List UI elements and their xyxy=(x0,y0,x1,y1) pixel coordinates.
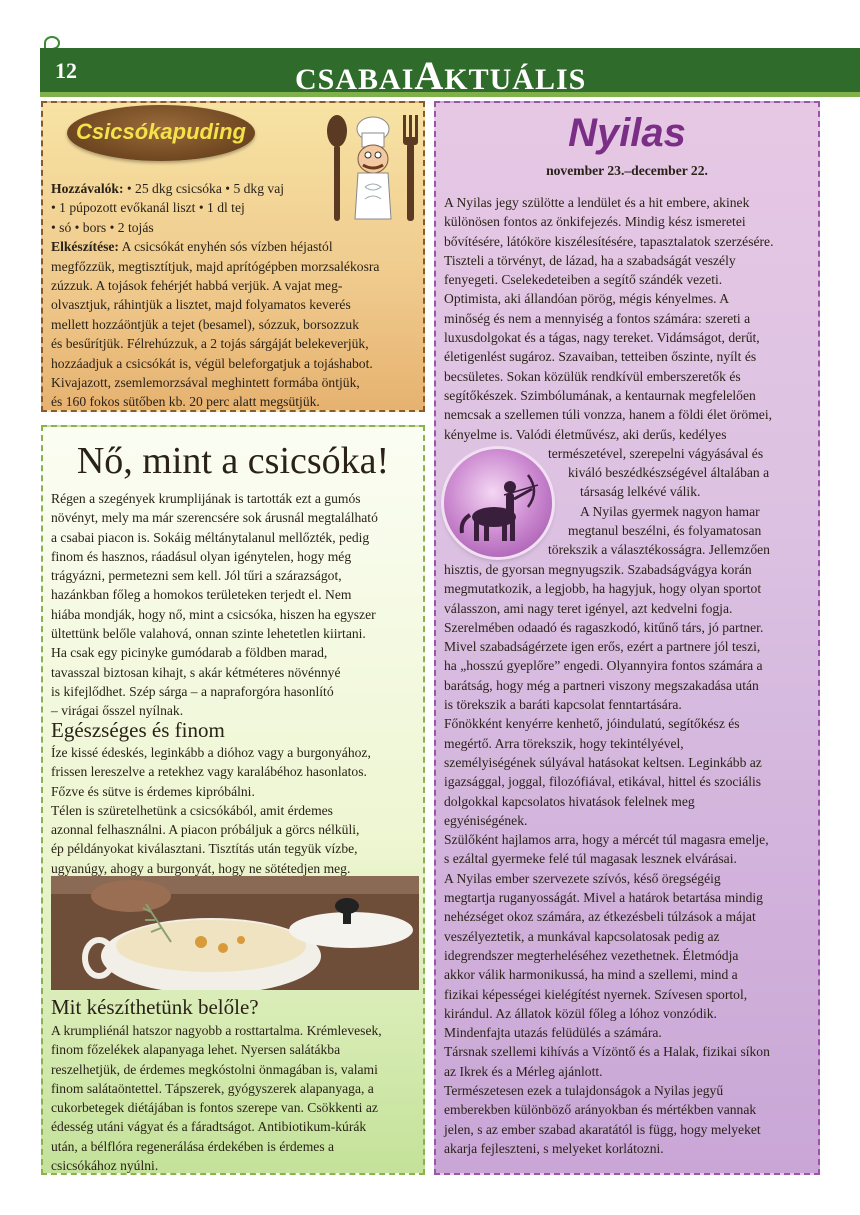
title-big-letter: A xyxy=(414,53,445,98)
text-line: emberekben különböző arányokban és mértékben vannak xyxy=(444,1102,757,1118)
text-line: becsületes. Sokan közülük rendkívül emberszeretők és xyxy=(444,368,741,384)
text-line: cukorbetegek diétájában is fontos szerepe van. Csökkenti az xyxy=(51,1100,378,1116)
text-line: megtartja ruganyosságát. Mivel a határok betartása mindig xyxy=(444,890,763,906)
page-number: 12 xyxy=(55,58,77,83)
text-line: Mindenfajta utazás felüdülés a számára. xyxy=(444,1025,662,1041)
ingredients-text: • 25 dkg csicsóka • 5 dkg vaj xyxy=(123,181,285,196)
soup-photo xyxy=(51,876,419,990)
prep-line: Kivajazott, zsemlemorzsával meghintett formába öntjük, xyxy=(51,375,360,391)
subheading-uses: Mit készíthetünk belőle? xyxy=(51,995,259,1019)
title-part2: KTUÁLIS xyxy=(444,63,587,96)
prep-line: megfőzzük, megtisztítjuk, majd aprítógépben morzsalékosra xyxy=(51,258,380,274)
recipe-title-badge xyxy=(67,105,255,161)
text-line: Tiszteli a törvényt, de lázad, ha a szabadságát veszély xyxy=(444,252,736,268)
text-line: idegrendszer megterheléséhez vezethetnek. Életmódja xyxy=(444,947,739,963)
article-title: Nő, mint a csicsóka! xyxy=(76,440,390,482)
text-line: fenyegeti. Cselekedeteiben a segítő szándék vezeti. xyxy=(444,272,723,288)
text-line: különösen fontos az önkifejezés. Mindig kész ismeretei xyxy=(444,214,746,230)
text-line: A krumpliénál hatszor nagyobb a rosttartalma. Krémlevesek, xyxy=(51,1023,382,1038)
text-line: kirándul. Az állatok közül főleg a lóhoz vonzódik. xyxy=(444,1005,717,1021)
text-line: barátság, hogy még a partneri viszony megszakadása után xyxy=(444,677,759,693)
prep-line: olvasztjuk, ráhintjük a lisztet, majd folyamatos keverés xyxy=(51,297,351,313)
text-line: Főnökként kenyérre kenhető, jóindulatú, segítőkész és xyxy=(444,716,740,732)
prep-line: zúzzuk. A tojások fehérjét habbá verjük. A vajat meg- xyxy=(51,278,343,294)
text-line: hazánkban főleg a homokos területeken terjedt el. Nem xyxy=(51,587,352,603)
zodiac-dates: november 23.–december 22. xyxy=(546,163,708,178)
text-line: bővítésére, látóköre kiszélesítésére, tapasztalatok szerzésére. xyxy=(444,233,774,249)
text-line: ugyanúgy, ahogy a burgonyát, hogy ne sötétedjen meg. xyxy=(51,860,351,876)
text-line: Szülőként hajlamos arra, hogy a mércét túl magasra emelje, xyxy=(444,832,769,848)
text-line: frissen lereszelve a retekhez vagy karalábéhoz hasonlatos. xyxy=(51,764,367,780)
text-line: egyéniségének. xyxy=(444,812,528,828)
text-line: természetével, szerepelni vágyásával és xyxy=(548,446,764,461)
text-line: – virágai ősszel nyílnak. xyxy=(51,703,184,719)
csicsoka-article xyxy=(41,425,425,1175)
text-line: luxusdolgokat és a tágas, nagy tereket. Vidámságot, derűt, xyxy=(444,330,760,346)
sagittarius-emblem xyxy=(444,449,552,557)
text-line: társaság lelkévé válik. xyxy=(580,484,701,499)
text-line: is kifejlődhet. Szép sárga – a napraforgóra hasonlító xyxy=(51,683,334,699)
soup-pot-image xyxy=(51,876,419,990)
text-line: megtanul beszélni, és folyamatosan xyxy=(568,523,762,538)
text-line: A Nyilas ember szervezete szívós, késő öregségéig xyxy=(444,870,721,886)
text-line: tavasszal biztosan kihajt, s akár kétméteres növénnyé xyxy=(51,664,341,680)
text-line: Télen is szüretelhetünk a csicsókából, amit érdemes xyxy=(51,802,333,818)
section-uses xyxy=(51,1021,421,1175)
prep-line xyxy=(51,237,423,256)
article-intro xyxy=(51,489,421,721)
text-line: Társnak szellemi kihívás a Vízöntő és a Halak, fizikai síkon xyxy=(444,1044,770,1060)
prep-text: A csicsókát enyhén sós vízben héjastól xyxy=(118,239,333,255)
text-line: ültettünk belőle valahová, onnan szinte lehetetlen kiirtani. xyxy=(51,626,366,642)
recipe-box xyxy=(41,101,425,412)
prep-line: és 160 fokos sütőben kb. 20 perc alatt megsütjük. xyxy=(51,394,320,410)
text-line: reszelhetjük, de érdemes megkóstolni önmagában is, valami xyxy=(51,1061,378,1077)
text-line: nehézséget okoz számára, az étkezésbeli túlzások a májat xyxy=(444,909,756,925)
zodiac-intro xyxy=(444,193,816,444)
zodiac-title: Nyilas xyxy=(568,111,686,155)
text-line: a csabai piacon is. Sokáig méltánytalanul mellőzték, pedig xyxy=(51,529,370,545)
ingredients-label: Hozzávalók: xyxy=(51,181,124,196)
text-line: válasszon, ami nagy teret igényel, azt kedvelni fogja. xyxy=(444,600,733,616)
text-line: minőség és nem a mennyiség a fontos számára: szereti a xyxy=(444,310,751,326)
text-line: kényelme is. Valódi életművész, aki derűs, kedélyes xyxy=(444,426,727,442)
text-line: A Nyilas jegy szülötte a lendület és a hit embere, akinek xyxy=(444,195,750,210)
text-line: hisztis, de gyorsan megnyugszik. Szabadságvágya korán xyxy=(444,562,752,577)
prep-label: Elkészítése: xyxy=(51,239,119,255)
text-line: növényt, mely ma már szerencsére sok árusnál megtalálható xyxy=(51,510,378,526)
text-line: csicsókához nyúlni. xyxy=(51,1158,159,1174)
text-line: igazsággal, joggal, filozófiával, etikával, hittel és szociális xyxy=(444,774,762,790)
text-line: trágyázni, permetezni sem kell. Jól tűri a szárazságot, xyxy=(51,568,342,584)
text-line: Mivel szabadságérzete igen erős, ezért a partnere jól teszi, xyxy=(444,639,761,655)
zodiac-box xyxy=(434,101,820,1175)
text-line: Optimista, aki állandóan pörög, mégis kényelmes. A xyxy=(444,291,730,307)
text-line: törekszik a választékosságra. Jellemzően xyxy=(548,542,770,557)
subheading-healthy: Egészséges és finom xyxy=(51,718,225,742)
recipe-title: Csicsókapuding xyxy=(76,119,246,144)
text-line: veszélyeztetik, a munkával kapcsolatosak pedig az xyxy=(444,928,720,944)
prep-line: hozzáadjuk a csicsókát is, végül beleforgatjuk a tojáshabot. xyxy=(51,355,373,371)
text-line: Természetesen ezek a tulajdonságok a Nyilas jegyű xyxy=(444,1083,724,1099)
text-line: ha „hosszú gyeplőre” engedi. Olyannyira fontos számára a xyxy=(444,658,763,674)
text-line: s ezáltal gyermeke felé túl magasak lesznek elvárásai. xyxy=(444,851,737,867)
text-line: Íze kissé édeskés, leginkább a dióhoz vagy a burgonyához, xyxy=(51,745,371,760)
text-line: finom salátaöntettel. Tápszerek, gyógyszerek alapanyaga, a xyxy=(51,1080,374,1096)
text-line: finom főzelékek alapanyaga lehet. Nyersen salátákba xyxy=(51,1042,341,1058)
text-line: segítőkészek. Szimbólumának, a kentaurnak megfelelően xyxy=(444,387,756,403)
text-line: is törekszik a baráti kapcsolat fenntartására. xyxy=(444,697,682,713)
text-line: A Nyilas gyermek nagyon hamar xyxy=(580,504,760,519)
text-line: akarja fejleszteni, s melyeket korlátozni. xyxy=(444,1140,664,1156)
text-line: hiába mondják, hogy nő, mint a csicsóka, hiszen ha egyszer xyxy=(51,606,376,622)
text-line: személyiségének súlyával hatásokat keltsen. Leginkább az xyxy=(444,754,762,770)
text-line: megmutatkozik, a legjobb, ha hagyjuk, hogy olyan sportot xyxy=(444,581,762,597)
text-line: nemcsak a szellemen túli vonzza, hanem a földi élet örömei, xyxy=(444,407,773,423)
text-line: akkor válik harmonikussá, ha mind a szellemi, mind a xyxy=(444,967,738,983)
centaur-archer-icon xyxy=(444,449,552,557)
text-line: után, a bélflóra regenerálása érdekében is érdemes a xyxy=(51,1138,335,1154)
prep-line: mellett hozzáöntjük a tejet (besamel), sózzuk, borsozzuk xyxy=(51,316,360,332)
text-line: Ha csak egy picinyke gumódarab a földben marad, xyxy=(51,645,328,661)
text-line: ép példányokat kiválasztani. Tisztítás után tegyük vízbe, xyxy=(51,841,358,857)
text-line: Régen a szegények krumplijának is tartották ezt a gumós xyxy=(51,491,361,506)
text-line: édesség utáni vágyat és a fáradtságot. Antibiotikum-kúrák xyxy=(51,1119,367,1135)
section-healthy xyxy=(51,743,421,878)
text-line: azonnal felhasználni. A piacon próbáljuk a görcs nélküli, xyxy=(51,822,360,838)
text-line: Főzve és sütve is érdemes kipróbálni. xyxy=(51,783,255,799)
zodiac-body xyxy=(444,560,816,1158)
ingredients-line xyxy=(51,179,423,198)
text-line: életigenlést sugároz. Szavaiban, tetteiben őszinte, nyílt és xyxy=(444,349,757,365)
ingredients-line: • só • bors • 2 tojás xyxy=(51,219,154,235)
text-line: fizikai képességei kielégítést nyernek. Szívesen sportol, xyxy=(444,986,748,1002)
text-line: Szerelmében odaadó és ragaszkodó, kitűnő társ, jó partner. xyxy=(444,619,764,635)
prep-line: és besűrítjük. Félrehúzzuk, a 2 tojás sárgáját belekeverjük, xyxy=(51,336,369,352)
text-line: megértő. Arra törekszik, hogy tekintélyével, xyxy=(444,735,684,751)
text-line: kiváló beszédkészségével általában a xyxy=(568,465,770,480)
title-part1: CSABAI xyxy=(295,63,415,96)
text-line: dolgokkal kapcsolatos hivatások felelnek meg xyxy=(444,793,695,809)
ingredients-line: • 1 púpozott evőkanál liszt • 1 dl tej xyxy=(51,200,245,216)
magazine-title xyxy=(295,52,586,99)
text-line: az Ikrek és a Mérleg ajánlott. xyxy=(444,1063,603,1079)
text-line: finom és hasznos, ráadásul olyan igénytelen, hogy még xyxy=(51,548,352,564)
text-line: jelen, s az ember szabad akaratától is függ, hogy melyeket xyxy=(444,1121,761,1137)
recipe-text xyxy=(51,179,423,412)
